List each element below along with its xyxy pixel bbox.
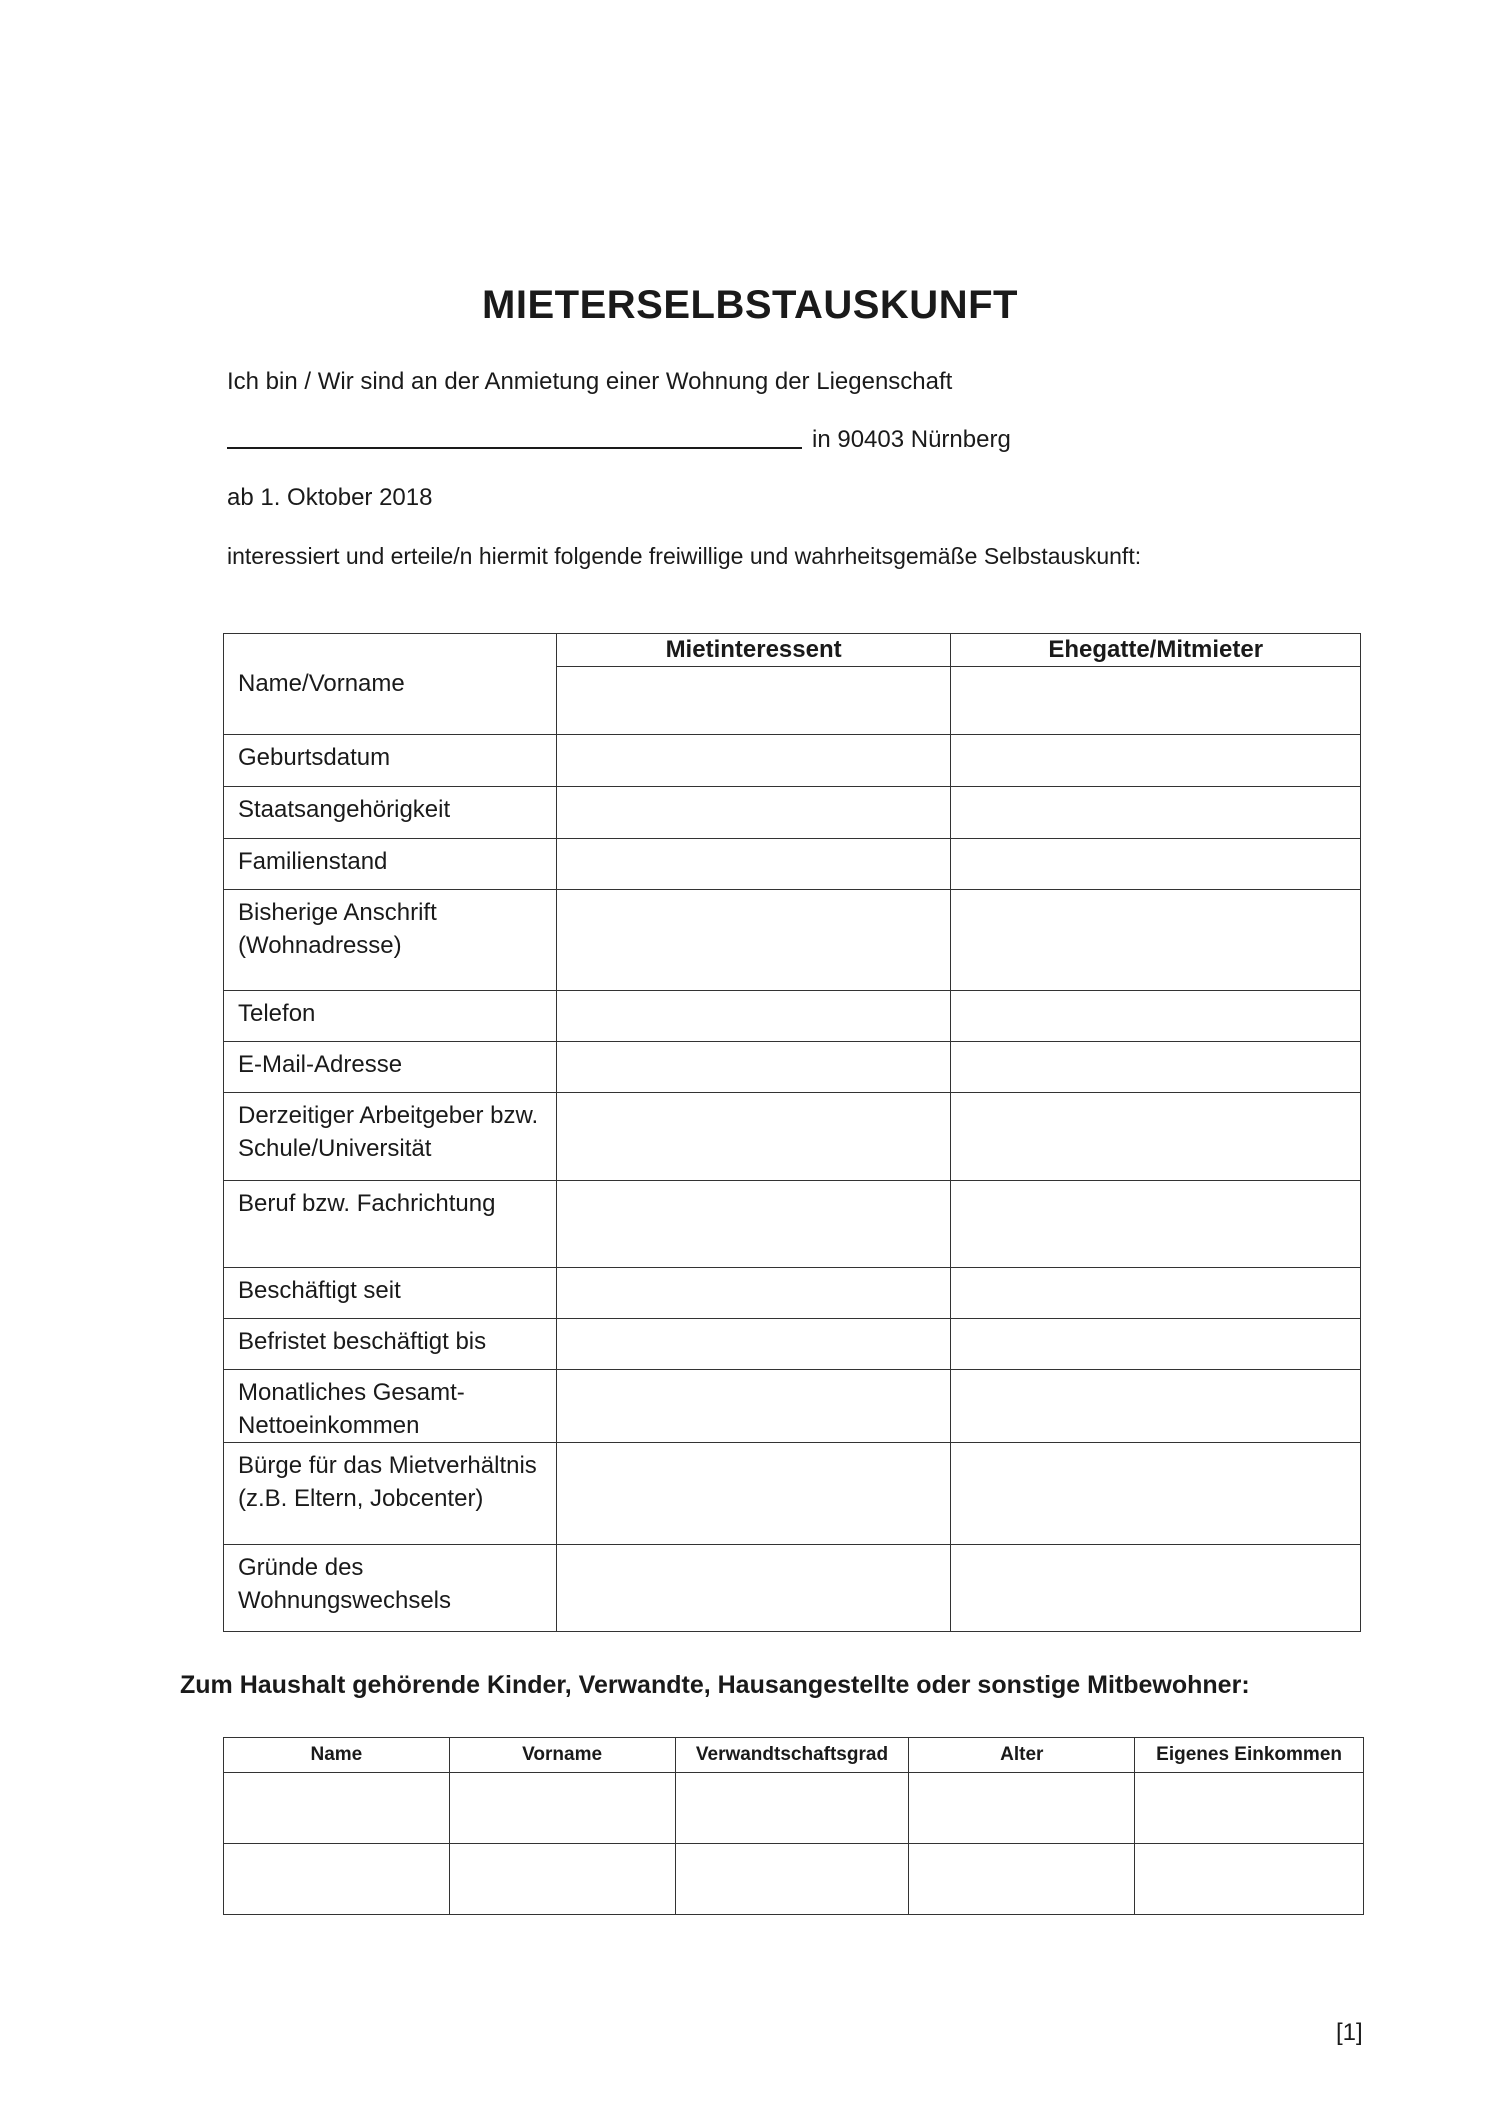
table-row — [224, 1370, 1361, 1443]
co-tenant-cell[interactable] — [951, 1268, 1361, 1319]
row-label: Name/Vorname — [224, 667, 557, 735]
co-tenant-cell[interactable] — [951, 1181, 1361, 1268]
applicant-cell[interactable] — [556, 787, 951, 839]
table-row — [224, 1319, 1361, 1370]
co-tenant-cell[interactable] — [951, 1042, 1361, 1093]
co-tenant-cell[interactable] — [951, 667, 1361, 735]
applicant-cell[interactable] — [556, 735, 951, 787]
co-tenant-cell[interactable] — [951, 1370, 1361, 1443]
table-cell[interactable] — [224, 1844, 450, 1915]
header-relationship: Verwandtschaftsgrad — [675, 1738, 909, 1773]
table-cell[interactable] — [1135, 1844, 1364, 1915]
row-label: Monatliches Gesamt-Nettoeinkommen — [224, 1370, 557, 1443]
row-label: Beschäftigt seit — [224, 1268, 557, 1319]
table-row — [224, 667, 1361, 735]
applicant-cell[interactable] — [556, 667, 951, 735]
co-tenant-cell[interactable] — [951, 1545, 1361, 1632]
table-row — [224, 735, 1361, 787]
start-date: ab 1. Oktober 2018 — [227, 484, 433, 511]
property-blank-field[interactable] — [227, 425, 802, 449]
applicant-cell[interactable] — [556, 1181, 951, 1268]
applicant-cell[interactable] — [556, 1093, 951, 1181]
header-age: Alter — [909, 1738, 1135, 1773]
table-header-row — [224, 1738, 1364, 1773]
co-tenant-cell[interactable] — [951, 1443, 1361, 1545]
table-cell[interactable] — [675, 1844, 909, 1915]
co-tenant-cell[interactable] — [951, 787, 1361, 839]
co-tenant-cell[interactable] — [951, 890, 1361, 991]
applicant-cell[interactable] — [556, 1545, 951, 1632]
table-header-row — [224, 634, 1361, 667]
applicant-table — [223, 633, 1361, 1632]
table-row — [224, 839, 1361, 890]
applicant-cell[interactable] — [556, 1042, 951, 1093]
row-label: Geburtsdatum — [224, 735, 557, 787]
household-table — [223, 1737, 1364, 1915]
header-name: Name — [224, 1738, 450, 1773]
table-row — [224, 1181, 1361, 1268]
page-number: [1] — [1336, 2019, 1363, 2046]
intro-line: Ich bin / Wir sind an der Anmietung einer Wohnung der Liegenschaft — [227, 368, 953, 395]
household-heading: Zum Haushalt gehörende Kinder, Verwandte, Hausangestellte oder sonstige Mitbewohner: — [180, 1671, 1250, 1699]
table-cell[interactable] — [909, 1844, 1135, 1915]
co-tenant-cell[interactable] — [951, 735, 1361, 787]
applicant-cell[interactable] — [556, 1370, 951, 1443]
row-label: Bisherige Anschrift (Wohnadresse) — [224, 890, 557, 991]
row-label: E-Mail-Adresse — [224, 1042, 557, 1093]
applicant-cell[interactable] — [556, 991, 951, 1042]
co-tenant-cell[interactable] — [951, 839, 1361, 890]
applicant-cell[interactable] — [556, 839, 951, 890]
header-first-name: Vorname — [449, 1738, 675, 1773]
header-own-income: Eigenes Einkommen — [1135, 1738, 1364, 1773]
table-row — [224, 1443, 1361, 1545]
declaration-text: interessiert und erteile/n hiermit folgende freiwillige und wahrheitsgemäße Selbstauskunft: — [227, 543, 1142, 569]
header-co-tenant: Ehegatte/Mitmieter — [951, 634, 1361, 667]
applicant-cell[interactable] — [556, 1319, 951, 1370]
header-empty — [224, 634, 557, 667]
applicant-cell[interactable] — [556, 1268, 951, 1319]
table-row — [224, 1844, 1364, 1915]
header-applicant: Mietinteressent — [556, 634, 951, 667]
table-row — [224, 991, 1361, 1042]
table-cell[interactable] — [224, 1773, 450, 1844]
applicant-cell[interactable] — [556, 890, 951, 991]
co-tenant-cell[interactable] — [951, 1319, 1361, 1370]
table-row — [224, 1093, 1361, 1181]
row-label: Staatsangehörigkeit — [224, 787, 557, 839]
co-tenant-cell[interactable] — [951, 991, 1361, 1042]
row-label: Bürge für das Mietverhältnis (z.B. Eltern, Jobcenter) — [224, 1443, 557, 1545]
table-row — [224, 1042, 1361, 1093]
property-location: in 90403 Nürnberg — [812, 426, 1011, 453]
co-tenant-cell[interactable] — [951, 1093, 1361, 1181]
table-cell[interactable] — [1135, 1773, 1364, 1844]
table-row — [224, 1773, 1364, 1844]
document-title: MIETERSELBSTAUSKUNFT — [482, 283, 1018, 327]
table-row — [224, 1268, 1361, 1319]
row-label: Befristet beschäftigt bis — [224, 1319, 557, 1370]
table-row — [224, 890, 1361, 991]
row-label: Beruf bzw. Fachrichtung — [224, 1181, 557, 1268]
table-row — [224, 787, 1361, 839]
row-label: Telefon — [224, 991, 557, 1042]
row-label: Derzeitiger Arbeitgeber bzw. Schule/Universität — [224, 1093, 557, 1181]
table-cell[interactable] — [675, 1773, 909, 1844]
row-label: Familienstand — [224, 839, 557, 890]
table-cell[interactable] — [909, 1773, 1135, 1844]
table-row — [224, 1545, 1361, 1632]
table-cell[interactable] — [449, 1844, 675, 1915]
table-cell[interactable] — [449, 1773, 675, 1844]
property-line — [227, 425, 1011, 454]
applicant-cell[interactable] — [556, 1443, 951, 1545]
row-label: Gründe des Wohnungswechsels — [224, 1545, 557, 1632]
